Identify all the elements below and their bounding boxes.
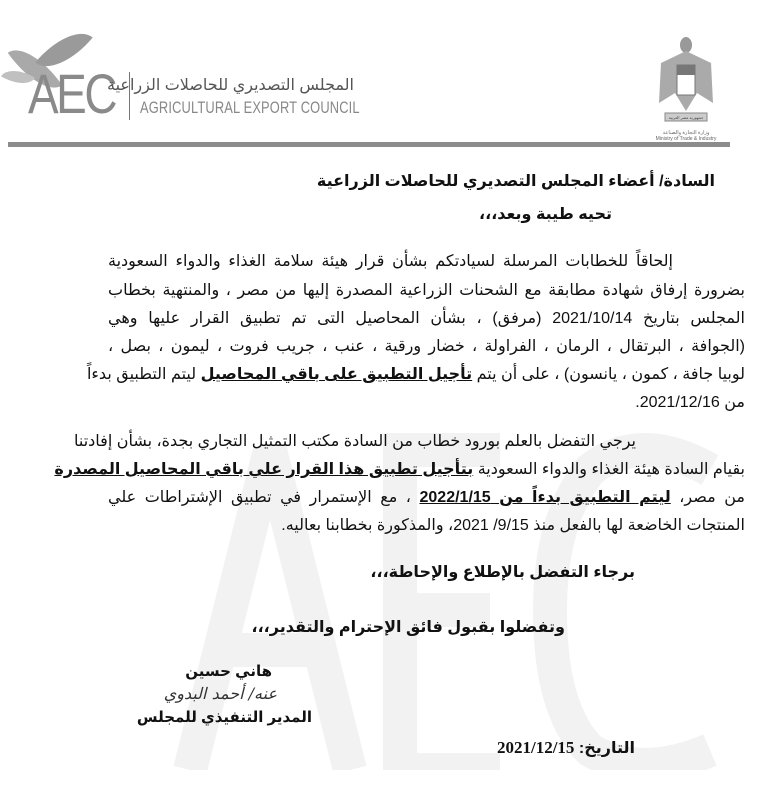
text-segment: من مصر، bbox=[679, 489, 745, 506]
p1-line: (الجوافة ، البرتقال ، الرمان ، الفراولة ، خضار ورقية ، عنب ، جريب فروت ، ليمون ، بصل ، bbox=[108, 338, 746, 355]
p1-line: بضرورة إرفاق شهادة مطابقة مع الشحنات الزراعية المصدرة إليها من مصر ، والمنتهية بخطاب bbox=[108, 282, 745, 299]
p1-line: المجلس بتاريخ 2021/10/14 (مرفق) ، بشأن المحاصيل التى تم تطبيق القرار عليها وهي bbox=[108, 310, 745, 327]
date-label: التاريخ: bbox=[578, 740, 635, 757]
p1-line: إلحاقاً للخطابات المرسلة لسيادتكم بشأن قرار هيئة سلامة الغذاء والدواء السعودية bbox=[108, 253, 673, 270]
logo-letters: AEC bbox=[28, 62, 116, 125]
signer-name: هاني حسين bbox=[185, 663, 272, 680]
p2-line: يرجي التفضل بالعلم بورود خطاب من السادة مكتب التمثيل التجاري بجدة، بشأن إفادتنا bbox=[74, 433, 636, 450]
text-segment: بقيام السادة هيئة الغذاء والدواء السعودية bbox=[477, 461, 745, 478]
header-divider bbox=[8, 142, 730, 147]
ministry-ar: وزارة التجارة والصناعة bbox=[662, 130, 710, 136]
org-name-en: AGRICULTURAL EXPORT COUNCIL bbox=[140, 99, 360, 117]
text-segment: لوبيا جافة ، كمون ، يانسون) ، على أن يتم bbox=[476, 366, 745, 383]
addressee: السادة/ أعضاء المجلس التصديري للحاصلات الزراعية bbox=[316, 173, 715, 190]
emblem-banner: جمهورية مصر العربية bbox=[668, 115, 704, 120]
p2-line bbox=[108, 488, 745, 508]
handwritten-signature: عنه/ أحمد البدوي bbox=[163, 684, 277, 703]
signer-title: المدير التنفيذي للمجلس bbox=[136, 709, 312, 726]
emphasis-postpone: بتأجيل تطبيق هذا القرار علي باقي المحاصيل المصدرة bbox=[54, 461, 474, 478]
p2-line: المنتجات الخاضعة لها بالفعل منذ 9/15/ 2021، والمذكورة بخطابنا بعاليه. bbox=[281, 517, 745, 534]
emphasis-postpone: تأجيل التطبيق على باقي المحاصيل bbox=[200, 366, 473, 383]
closing-line: برجاء التفضل بالإطلاع والإحاطة،،، bbox=[370, 564, 635, 581]
org-name-ar: المجلس التصديري للحاصلات الزراعية bbox=[107, 77, 354, 94]
greeting: تحيه طيبة وبعد،،، bbox=[479, 206, 612, 223]
p1-line: من 2021/12/16. bbox=[635, 394, 745, 411]
eagle-emblem-icon bbox=[655, 33, 717, 133]
closing-line: وتفضلوا بقبول فائق الإحترام والتقدير،،، bbox=[251, 619, 565, 636]
emphasis-date: ليتم التطبيق بدءاً من 2022/1/15 bbox=[419, 489, 671, 506]
date-value: 2021/12/15 bbox=[496, 738, 575, 757]
ministry-label bbox=[648, 130, 724, 142]
text-segment: ليتم التطبيق بدءاً bbox=[86, 366, 197, 383]
text-segment: ، مع الإستمرار في تطبيق الإشتراطات علي bbox=[108, 489, 411, 506]
date-line bbox=[497, 738, 635, 759]
ministry-en: Ministry of Trade & Industry bbox=[655, 136, 717, 142]
p2-line bbox=[54, 460, 745, 480]
p1-line bbox=[86, 365, 745, 385]
